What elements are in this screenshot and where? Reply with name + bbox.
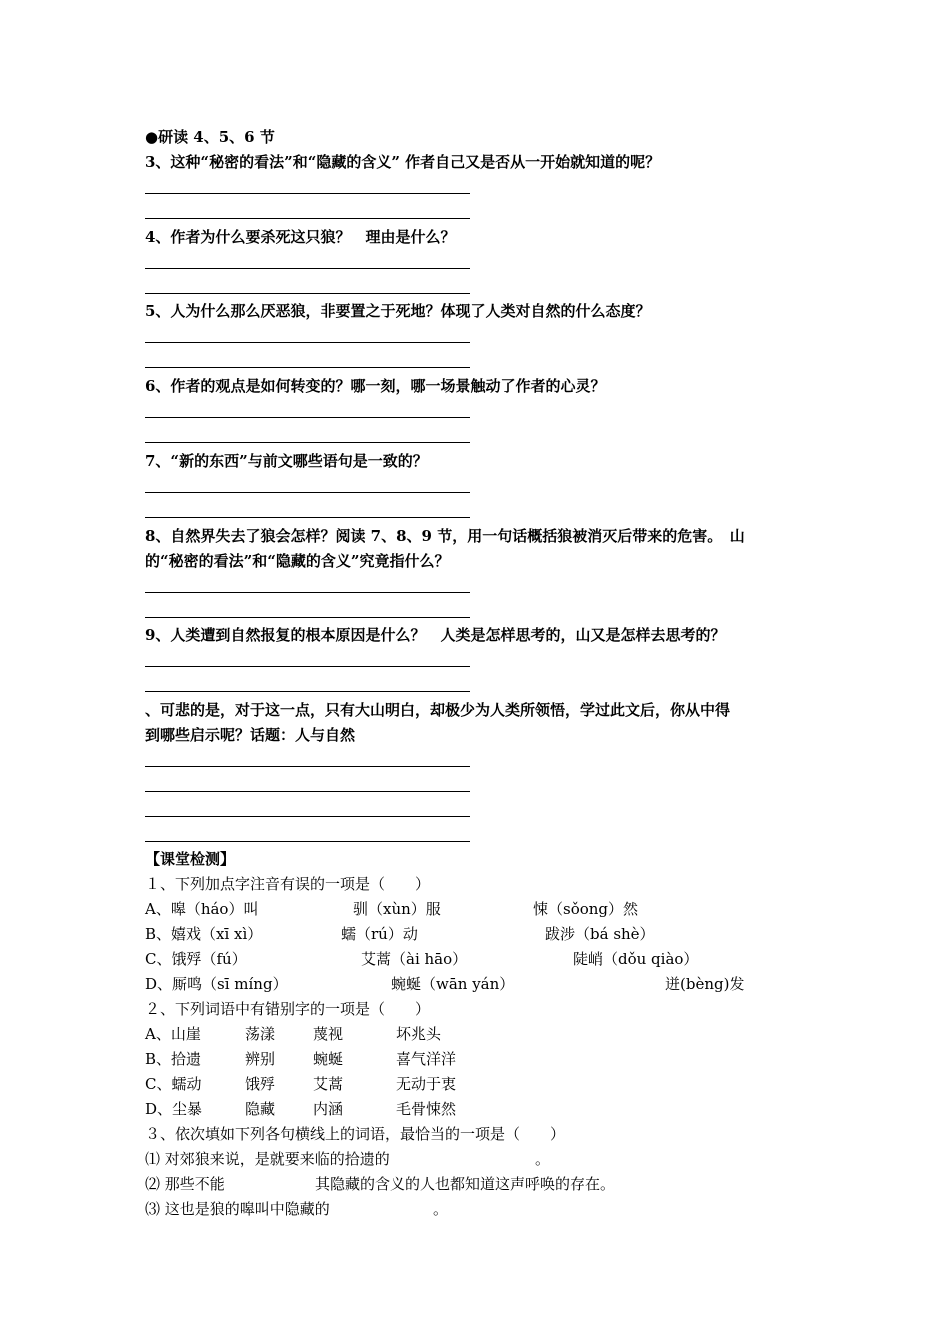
option-text: 跋涉（bá shè）	[545, 925, 655, 943]
sentence-text: ⑶ 这也是狼的嗥叫中隐藏的	[145, 1200, 330, 1218]
answer-line[interactable]	[145, 218, 470, 219]
option-text: 蠕（rú）动	[341, 925, 418, 943]
option-text: 蜿蜒（wān yán）	[391, 975, 515, 993]
option-text: 艾蒿	[313, 1075, 344, 1093]
answer-line[interactable]	[145, 691, 470, 692]
option-text: D、厮鸣（sī míng）	[145, 975, 288, 993]
sentence-end: 。	[433, 1200, 449, 1218]
option-text: A、嗥（háo）叫	[145, 900, 259, 918]
option-text: C、饿殍（fú）	[145, 950, 247, 968]
option-text: 内涵	[313, 1100, 344, 1118]
question-7: 7、“新的东西”与前文哪些语句是一致的？	[145, 452, 428, 470]
sentence-text: 其隐藏的含义的人也都知道这声呼唤的存在。	[315, 1175, 616, 1193]
sentence-text: ⑴ 对郊狼来说，是就要来临的拾遗的	[145, 1150, 390, 1168]
option-text: 无动于衷	[396, 1075, 457, 1093]
option-text: 悚（sǒong）然	[533, 900, 639, 918]
option-text: A、山崖	[145, 1025, 201, 1043]
option-text: B、嬉戏（xī xì）	[145, 925, 263, 943]
answer-line[interactable]	[145, 766, 470, 767]
answer-line[interactable]	[145, 816, 470, 817]
option-text: 辨别	[245, 1050, 276, 1068]
option-text: B、拾遗	[145, 1050, 202, 1068]
question-4: 4、作者为什么要杀死这只狼？ 理由是什么？	[145, 228, 456, 246]
option-text: C、蠕动	[145, 1075, 202, 1093]
answer-line[interactable]	[145, 666, 470, 667]
option-text: 饿殍	[245, 1075, 276, 1093]
quiz-heading: 【课堂检测】	[145, 850, 236, 868]
quiz-q2-stem: ２、下列词语中有错别字的一项是（ ）	[145, 1000, 431, 1018]
option-text: 喜气洋洋	[396, 1050, 457, 1068]
option-text: 蔑视	[313, 1025, 344, 1043]
option-text: 荡漾	[245, 1025, 276, 1043]
answer-line[interactable]	[145, 492, 470, 493]
option-text: 隐藏	[245, 1100, 276, 1118]
option-text: 蜿蜒	[313, 1050, 344, 1068]
question-8-line-1: 8、自然界失去了狼会怎样？阅读 7、8、9 节，用一句话概括狼被消灭后带来的危害。 山	[145, 527, 745, 545]
option-text: 艾蒿（ài hāo）	[361, 950, 468, 968]
answer-line[interactable]	[145, 193, 470, 194]
answer-line[interactable]	[145, 417, 470, 418]
option-text: 驯（xùn）服	[353, 900, 441, 918]
question-8-line-2: 的“秘密的看法”和“隐藏的含义”究竟指什么？	[145, 552, 450, 570]
quiz-q3-stem: ３、依次填如下列各句横线上的词语，最恰当的一项是（ ）	[145, 1125, 566, 1143]
answer-line[interactable]	[145, 268, 470, 269]
option-text: 陡峭（dǒu qiào）	[573, 950, 699, 968]
sentence-end: 。	[535, 1150, 551, 1168]
quiz-q1-stem: １、下列加点字注音有误的一项是（ ）	[145, 875, 431, 893]
answer-line[interactable]	[145, 592, 470, 593]
answer-line[interactable]	[145, 791, 470, 792]
section-header: ●研读 4、5、6 节	[145, 128, 275, 146]
answer-line[interactable]	[145, 293, 470, 294]
answer-line[interactable]	[145, 841, 470, 842]
option-text: 迸(bèng)发	[665, 975, 745, 993]
question-3: 3、这种“秘密的看法”和“隐藏的含义” 作者自己又是否从一开始就知道的呢？	[145, 153, 661, 171]
option-text: 毛骨悚然	[396, 1100, 457, 1118]
answer-line[interactable]	[145, 367, 470, 368]
question-10-line-2: 到哪些启示呢？话题：人与自然	[145, 726, 356, 744]
question-5: 5、人为什么那么厌恶狼，非要置之于死地？体现了人类对自然的什么态度？	[145, 302, 651, 320]
question-9: 9、人类遭到自然报复的根本原因是什么？ 人类是怎样思考的，山又是怎样去思考的？	[145, 626, 726, 644]
answer-line[interactable]	[145, 517, 470, 518]
question-6: 6、作者的观点是如何转变的？哪一刻，哪一场景触动了作者的心灵？	[145, 377, 606, 395]
option-text: D、尘暴	[145, 1100, 203, 1118]
answer-line[interactable]	[145, 617, 470, 618]
answer-line[interactable]	[145, 442, 470, 443]
question-8	[145, 525, 805, 546]
answer-line[interactable]	[145, 342, 470, 343]
option-text: 坏兆头	[396, 1025, 442, 1043]
question-10-line-1: 、可悲的是，对于这一点，只有大山明白，却极少为人类所领悟，学过此文后，你从中得	[145, 701, 731, 719]
sentence-text: ⑵ 那些不能	[145, 1175, 225, 1193]
